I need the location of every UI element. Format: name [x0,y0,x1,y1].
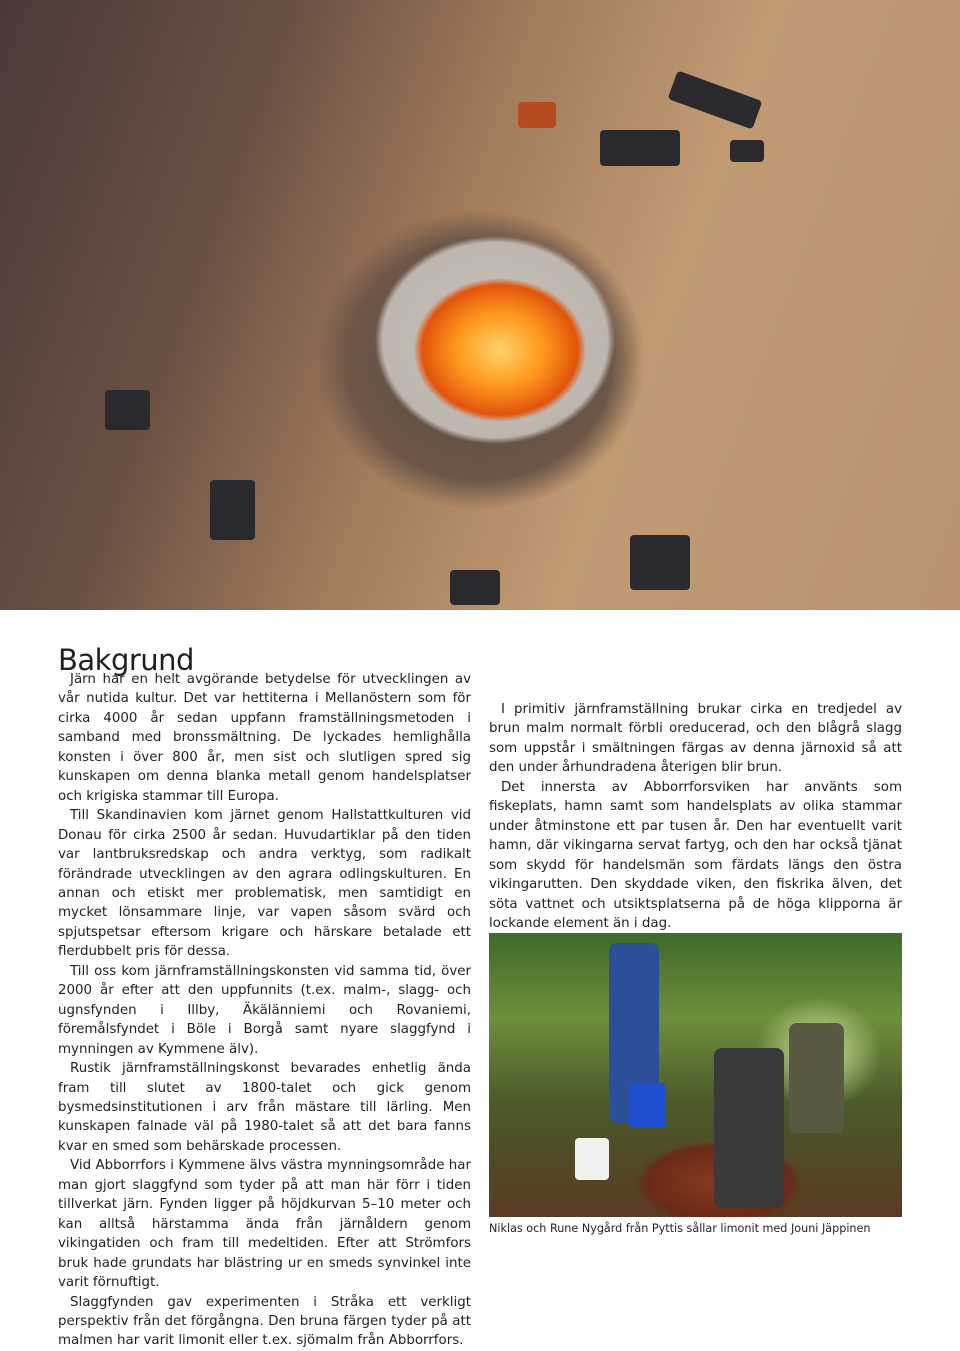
paragraph: Till oss kom järnframställningskonsten vid samma tid, över 2000 år efter att den uppfunnits (t.ex. malm-, slagg- och ugnsfynden i Illby, Äkälänniemi och Rovaniemi, föremålsfyndet i Böle i Borgå samt nyare slaggfynd i mynningen av Kymmene älv). [58,963,471,1057]
charcoal-piece [600,130,680,166]
paragraph: Till Skandinavien kom järnet genom Hallstattkulturen vid Donau för cirka 2500 år sedan. Huvudartiklar på den tiden var lantbruksredskap och andra verktyg, som radikalt förändrade utvecklingen av den agrara odlingskulturen. En annan och etiskt mer problematisk, men samtidigt en mycket lönsammare linje, var vapen såsom svärd och spjutspetsar eftersom krigare och härskare betalade ett flerdubbelt pris för dessa. [58,808,471,960]
glowing-ember [518,102,556,128]
photo-caption: Niklas och Rune Nygård från Pyttis sållar limonit med Jouni Jäppinen [489,1222,871,1235]
paragraph: Rustik järnframställningskonst bevarades enhetlig ända fram till slutet av 1800-talet och gick genom bysmedsinstitutionen i arv från mästare till lärling. Men kunskapen falnade väl på 1980-talet så att det bara fanns kvar en smed som behärskade processen. [58,1061,471,1154]
paragraph: Järn har en helt avgörande betydelse för utvecklingen av vår nutida kultur. Det var hettiterna i Mellanöstern som för cirka 4000 år sedan uppfann framställningsmetoden i samband med bronssmältning. De lyckades hemlighålla konsten i över 800 år, men sist och slutligen spred sig kunskapen om denna blanka metall genom handelsplatser och krigiska stammar till Europa. [58,672,471,804]
paragraph: Vid Abborrfors i Kymmene älvs västra mynningsområde har man gjort slaggfynd som tyder på att man här förr i tiden tillverkat järn. Fynden ligger på höjdkurvan 5–10 meter och kan alltså härstamma ända från järnåldern genom vikingatiden och fram till medeltiden. Efter att Strömfors bruk hade grundats har blästring ur en smeds synvinkel inte varit förnuftigt. [58,1158,471,1291]
left-column [58,670,471,1351]
charcoal-piece [730,140,764,162]
charcoal-piece [630,535,690,590]
sieving-photo [489,933,902,1217]
bucket [575,1138,609,1180]
right-column [489,700,902,933]
charcoal-piece [105,390,150,430]
person-figure [714,1048,784,1208]
paragraph: I primitiv järnframställning brukar cirka en tredjedel av brun malm normalt förbli oreducerad, och den blågrå slagg som uppstår i smältningen färgas av denna järnoxid så att den under århundradena återigen blir brun. [489,702,902,776]
paragraph: Det innersta av Abborrforsviken har använts som fiskeplats, hamn samt som handelsplats av olika stammar under åtminstone ett par tusen år. Den har eventuellt varit hamn, där vikingarna servat fartyg, och den har också tjänat som skydd för handelsmän som färdats längs den östra vikingarutten. Den skyddade viken, den fiskrika älven, det söta vattnet och utsiktsplatserna på de höga klipporna är lockande element än i dag. [489,779,902,931]
section-heading: Bakgrund [58,643,194,677]
charcoal-piece [450,570,500,605]
paragraph: Slaggfynden gav experimenten i Stråka ett verkligt perspektiv från det förgångna. Den bruna färgen tyder på att malmen har varit limonit eller t.ex. sjömalm från Abborrfors. [58,1294,471,1349]
charcoal-piece [210,480,255,540]
furnace-photo [0,0,960,610]
blue-crate [629,1083,665,1127]
person-figure [789,1023,844,1133]
charcoal-piece [668,71,763,130]
